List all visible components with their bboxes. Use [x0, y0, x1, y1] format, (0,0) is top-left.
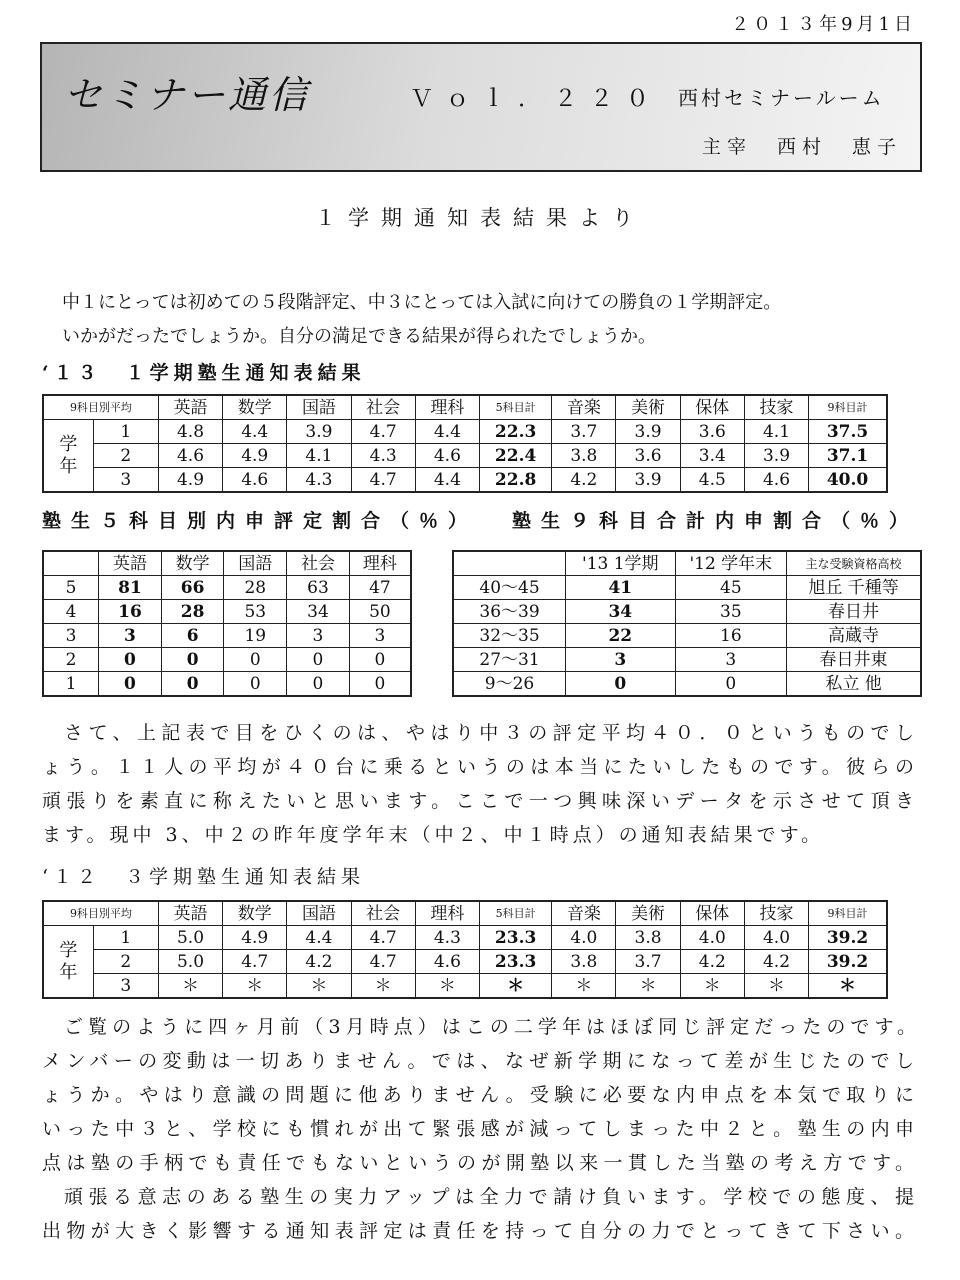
table-cell: 3.8 [552, 950, 616, 974]
table-cell: 3.8 [616, 926, 680, 950]
table-header-row [43, 395, 887, 420]
table-row [43, 950, 887, 974]
director-name: 主宰 西村 恵子 [702, 136, 903, 158]
table-cell: 1 [93, 420, 158, 444]
table-cell: ＊ [415, 974, 479, 999]
table-cell: ＊ [744, 974, 808, 999]
table-cell: ＊ [223, 974, 287, 999]
table-row [453, 576, 921, 600]
header-cell: 英語 [99, 551, 162, 576]
text-line: ご覧のように四ヶ月前（3月時点）はこの二学年はほぼ同じ評定だったのです。 [64, 1016, 918, 1038]
table-cell: 3 [566, 648, 676, 672]
text-line: 出物が大きく影響する通知表評定は責任を持って自分の力でとってきて下さい。 [42, 1220, 918, 1242]
header-cell: 技家 [744, 395, 808, 420]
header-cell: 理科 [349, 551, 411, 576]
table-cell: 2 [93, 444, 158, 468]
table-header-row [43, 901, 887, 926]
table-cell: 3 [287, 624, 350, 648]
text-line: ょう。１１人の平均が４０台に乗るというのは本当にたいしたものです。彼らの [42, 756, 918, 778]
table-cell: 私立 他 [787, 672, 921, 697]
table-cell: ＊ [158, 974, 222, 999]
table-cell: 3 [43, 624, 99, 648]
table-cell: 0 [99, 648, 162, 672]
table-cell: 4.0 [552, 926, 616, 950]
header-cell: 数学 [161, 551, 224, 576]
header-cell: 技家 [744, 901, 808, 926]
table-cell: 4.0 [680, 926, 744, 950]
table-cell: 34 [287, 600, 350, 624]
table-cell: 4.9 [158, 468, 222, 493]
organization-name: 西村セミナールーム [678, 86, 885, 110]
table-cell: ＊ [287, 974, 351, 999]
header-cell: 保体 [680, 901, 744, 926]
table-cell: 40～45 [453, 576, 566, 600]
newsletter-banner [40, 42, 922, 172]
table-cell: 1 [93, 926, 158, 950]
table-cell: 4.9 [223, 926, 287, 950]
table-cell: 0 [99, 672, 162, 697]
header-cell: 音楽 [552, 395, 616, 420]
table-cell: 0 [675, 672, 787, 697]
section-title-5subject-ratio: 塾生５科目別内申評定割合（％） [42, 510, 478, 532]
table-row [453, 672, 921, 697]
intro-line-1: 中１にとっては初めての５段階評定、中３にとっては入試に向けての勝負の１学期評定。 [62, 292, 782, 313]
table-cell: 4.2 [552, 468, 616, 493]
header-cell: 理科 [415, 395, 479, 420]
table-cell: 40.0 [809, 468, 887, 493]
table-cell: 0 [566, 672, 676, 697]
table-cell: 35 [675, 600, 787, 624]
table-cell: 5.0 [158, 950, 222, 974]
table-row [43, 926, 887, 950]
header-cell: 保体 [680, 395, 744, 420]
table-cell: ＊ [552, 974, 616, 999]
table-cell: 4.3 [415, 926, 479, 950]
table-cell: 3.7 [616, 950, 680, 974]
table-cell: 4 [43, 600, 99, 624]
table-cell: 19 [224, 624, 287, 648]
table-cell: 22.4 [479, 444, 551, 468]
table-cell: 3.9 [616, 468, 680, 493]
newsletter-title: セミナー通信 [64, 73, 311, 117]
table-cell: 4.6 [415, 444, 479, 468]
nine-subject-ratio-table [452, 550, 922, 697]
document-title: １学期通知表結果より [315, 206, 645, 230]
table-cell: 4.1 [287, 444, 351, 468]
table-cell: 16 [675, 624, 787, 648]
table-cell: 4.4 [415, 420, 479, 444]
table-cell: 66 [161, 576, 224, 600]
header-cell: 社会 [287, 551, 350, 576]
table-cell: 63 [287, 576, 350, 600]
text-line: いった中３と、学校にも慣れが出て緊張感が減ってしまった中２と。塾生の内申 [42, 1118, 918, 1140]
volume-number: Ｖｏｌ．２２０ [410, 86, 662, 112]
header-cell: 9科目計 [809, 395, 887, 420]
table-cell: 27～31 [453, 648, 566, 672]
header-cell: 国語 [224, 551, 287, 576]
header-cell: 数学 [223, 901, 287, 926]
table-cell: 4.6 [744, 468, 808, 493]
table-cell: 4.8 [158, 420, 222, 444]
table-cell: 0 [161, 672, 224, 697]
table-cell: 4.6 [223, 468, 287, 493]
table-cell: 5 [43, 576, 99, 600]
table-cell: 6 [161, 624, 224, 648]
table-cell: 3.9 [744, 444, 808, 468]
table-cell: 4.7 [351, 468, 415, 493]
table-cell: 37.1 [809, 444, 887, 468]
table-cell: 4.4 [287, 926, 351, 950]
section-title-2013-term1: ‘１３ １学期塾生通知表結果 [42, 362, 366, 384]
table-cell: 高蔵寺 [787, 624, 921, 648]
table-cell: 4.5 [680, 468, 744, 493]
table-cell: 4.9 [223, 444, 287, 468]
table-cell: 春日井 [787, 600, 921, 624]
table-cell: 4.7 [223, 950, 287, 974]
grades-table-2013 [42, 394, 888, 493]
table-cell: 4.3 [351, 444, 415, 468]
header-cell: 9科目計 [809, 901, 887, 926]
table-cell: 3.9 [616, 420, 680, 444]
table-row [43, 672, 411, 697]
section-title-9subject-ratio: 塾生９科目合計内申割合（％） [512, 510, 919, 532]
table-cell: 5.0 [158, 926, 222, 950]
table-cell: 4.4 [223, 420, 287, 444]
table-cell: 36～39 [453, 600, 566, 624]
table-cell: 4.4 [415, 468, 479, 493]
text-line: 頑張る意志のある塾生の実力アップは全力で請け負います。学校での態度、提 [64, 1186, 918, 1208]
section-title-2012-term3: ‘１２ ３学期塾生通知表結果 [42, 866, 366, 888]
table-cell: 0 [224, 672, 287, 697]
table-cell: 22.3 [479, 420, 551, 444]
table-row [43, 468, 887, 493]
table-cell: 39.2 [809, 926, 887, 950]
table-cell: 3.6 [616, 444, 680, 468]
table-cell: 3.4 [680, 444, 744, 468]
header-cell: 数学 [223, 395, 287, 420]
table-cell: 春日井東 [787, 648, 921, 672]
table-cell: 3.6 [680, 420, 744, 444]
text-line: さて、上記表で目をひくのは、やはり中３の評定平均４０．０というものでし [64, 722, 918, 744]
table-cell: 32～35 [453, 624, 566, 648]
table-cell: ＊ [351, 974, 415, 999]
table-header-row [453, 551, 921, 576]
table-cell: 28 [224, 576, 287, 600]
text-line: メンバーの変動は一切ありません。では、なぜ新学期になって差が生じたのでし [42, 1050, 918, 1072]
table-cell: 4.1 [744, 420, 808, 444]
table-cell: 4.0 [744, 926, 808, 950]
table-cell: ＊ [616, 974, 680, 999]
table-cell: 0 [161, 648, 224, 672]
table-cell: 3 [93, 468, 158, 493]
table-cell: 3 [349, 624, 411, 648]
table-cell: 3.7 [552, 420, 616, 444]
table-cell: 4.2 [287, 950, 351, 974]
grade-label: 学年 [43, 926, 93, 999]
table-cell: 4.7 [351, 420, 415, 444]
table-cell: 1 [43, 672, 99, 697]
table-cell: 22 [566, 624, 676, 648]
header-cell: 英語 [158, 901, 222, 926]
table-row [43, 600, 411, 624]
table-cell: 0 [287, 672, 350, 697]
table-header-row [43, 551, 411, 576]
table-cell: 23.3 [479, 926, 551, 950]
table-cell: 50 [349, 600, 411, 624]
table-cell: 3 [99, 624, 162, 648]
table-row [43, 420, 887, 444]
table-row [453, 624, 921, 648]
table-cell: 4.6 [415, 950, 479, 974]
grades-table-2012 [42, 900, 888, 999]
table-cell: 4.3 [287, 468, 351, 493]
table-cell: ＊ [680, 974, 744, 999]
header-cell: 国語 [287, 901, 351, 926]
header-cell: 5科目計 [479, 395, 551, 420]
issue-date: ２０１３年9月1日 [731, 14, 916, 35]
table-cell: 0 [287, 648, 350, 672]
table-cell: 34 [566, 600, 676, 624]
text-line: 頑張りを素直に称えたいと思います。ここで一つ興味深いデータを示させて頂き [42, 790, 918, 812]
table-cell: 16 [99, 600, 162, 624]
header-cell: '13 1学期 [566, 551, 676, 576]
grade-label: 学年 [43, 420, 93, 493]
header-cell: 美術 [616, 395, 680, 420]
text-line: ょうか。やはり意識の問題に他ありません。受験に必要な内申点を本気で取りに [42, 1084, 918, 1106]
table-cell: 22.8 [479, 468, 551, 493]
table-cell: ＊ [479, 974, 551, 999]
table-cell: 4.2 [680, 950, 744, 974]
table-cell: 2 [93, 950, 158, 974]
header-cell: 主な受験資格高校 [787, 551, 921, 576]
header-cell: 9科目別平均 [43, 395, 158, 420]
table-cell: 28 [161, 600, 224, 624]
table-cell: 4.7 [351, 950, 415, 974]
table-cell: 81 [99, 576, 162, 600]
table-cell: ＊ [809, 974, 887, 999]
header-cell: 9科目別平均 [43, 901, 158, 926]
table-cell: 9～26 [453, 672, 566, 697]
header-cell: 社会 [351, 395, 415, 420]
paragraph-analysis [42, 716, 918, 852]
table-cell: 3 [93, 974, 158, 999]
table-cell: 47 [349, 576, 411, 600]
table-row [453, 648, 921, 672]
header-cell: 国語 [287, 395, 351, 420]
table-cell: 39.2 [809, 950, 887, 974]
table-cell: 0 [349, 648, 411, 672]
table-row [453, 600, 921, 624]
paragraph-conclusion [42, 1010, 918, 1248]
table-row [43, 624, 411, 648]
table-row [43, 974, 887, 999]
header-cell: 理科 [415, 901, 479, 926]
table-row [43, 648, 411, 672]
table-cell: 旭丘 千種等 [787, 576, 921, 600]
header-cell: 5科目計 [479, 901, 551, 926]
five-subject-ratio-table [42, 550, 412, 697]
table-cell: 45 [675, 576, 787, 600]
table-cell: 4.7 [351, 926, 415, 950]
table-cell: 3.9 [287, 420, 351, 444]
header-cell [43, 551, 99, 576]
header-cell [453, 551, 566, 576]
table-cell: 0 [224, 648, 287, 672]
header-cell: 音楽 [552, 901, 616, 926]
table-cell: 53 [224, 600, 287, 624]
table-cell: 4.2 [744, 950, 808, 974]
table-cell: 23.3 [479, 950, 551, 974]
header-cell: 英語 [158, 395, 222, 420]
table-row [43, 576, 411, 600]
table-cell: 41 [566, 576, 676, 600]
table-cell: 0 [349, 672, 411, 697]
header-cell: 美術 [616, 901, 680, 926]
table-cell: 37.5 [809, 420, 887, 444]
text-line: 点は塾の手柄でも責任でもないというのが開塾以来一貫した当塾の考え方です。 [42, 1152, 918, 1174]
text-line: ます。現中 3、中２の昨年度学年末（中２、中１時点）の通知表結果です。 [42, 824, 825, 846]
intro-line-2: いかがだったでしょうか。自分の満足できる結果が得られたでしょうか。 [62, 326, 656, 347]
table-row [43, 444, 887, 468]
header-cell: '12 学年末 [675, 551, 787, 576]
table-cell: 4.6 [158, 444, 222, 468]
table-cell: 3.8 [552, 444, 616, 468]
header-cell: 社会 [351, 901, 415, 926]
table-cell: 3 [675, 648, 787, 672]
table-cell: 2 [43, 648, 99, 672]
